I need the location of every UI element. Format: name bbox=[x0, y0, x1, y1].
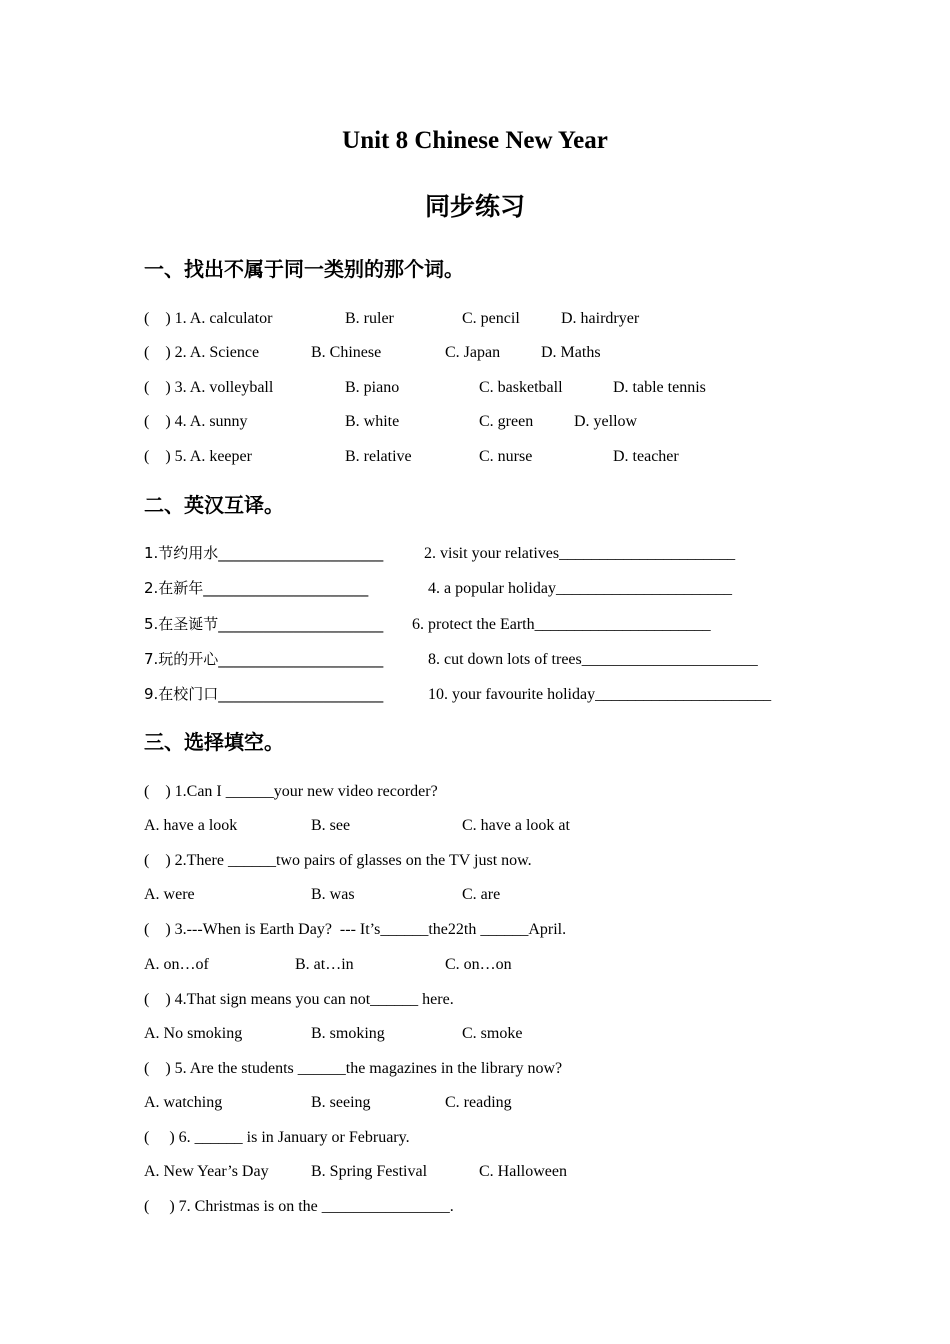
s1-q4-d: D. yellow bbox=[574, 413, 638, 430]
s2-row3-right: 6. protect the Earth______________________ bbox=[412, 616, 711, 633]
s1-q4-b: B. white bbox=[345, 413, 400, 430]
s1-q1-d: D. hairdryer bbox=[561, 310, 640, 327]
s3-q3-c: C. on…on bbox=[445, 956, 512, 973]
s1-q1-b: B. ruler bbox=[345, 310, 394, 327]
s1-q5-c: C. nurse bbox=[479, 448, 533, 465]
section2-heading: 二、英汉互译。 bbox=[144, 493, 284, 517]
s3-q4-b: B. smoking bbox=[311, 1025, 385, 1042]
s1-q1-c: C. pencil bbox=[462, 310, 520, 327]
s3-q1-c: C. have a look at bbox=[462, 817, 570, 834]
s3-q6-c: C. Halloween bbox=[479, 1163, 567, 1180]
s3-q1-b: B. see bbox=[311, 817, 351, 834]
s3-q3-a: A. on…of bbox=[144, 956, 209, 973]
s1-q2-b: B. Chinese bbox=[311, 344, 382, 361]
s2-row5-right: 10. your favourite holiday______________________ bbox=[428, 686, 772, 703]
section1-heading: 一、找出不属于同一类别的那个词。 bbox=[144, 257, 464, 281]
page-title: Unit 8 Chinese New Year bbox=[342, 127, 608, 154]
s1-q3-c: C. basketball bbox=[479, 379, 563, 396]
s3-q2: ( ) 2.There ______two pairs of glasses on the TV just now. bbox=[144, 852, 532, 869]
s2-row4-left: 7.玩的开心______________________ bbox=[144, 650, 384, 668]
s3-q2-b: B. was bbox=[311, 886, 355, 903]
s1-q3-b: B. piano bbox=[345, 379, 400, 396]
s1-q5-a: ( ) 5. A. keeper bbox=[144, 448, 252, 465]
s1-q2-d: D. Maths bbox=[541, 344, 601, 361]
s2-row1-right: 2. visit your relatives______________________ bbox=[424, 545, 736, 562]
s2-row2-left: 2.在新年______________________ bbox=[144, 579, 369, 597]
s2-row2-right: 4. a popular holiday______________________ bbox=[428, 580, 732, 597]
s3-q2-c: C. are bbox=[462, 886, 501, 903]
s3-q5: ( ) 5. Are the students ______the magazines in the library now? bbox=[144, 1060, 563, 1077]
s3-q7: ( ) 7. Christmas is on the ________________. bbox=[144, 1198, 454, 1215]
s3-q6: ( ) 6. ______ is in January or February. bbox=[144, 1129, 410, 1146]
s1-q4-c: C. green bbox=[479, 413, 534, 430]
s3-q4: ( ) 4.That sign means you can not______ here. bbox=[144, 991, 454, 1008]
s3-q2-a: A. were bbox=[144, 886, 195, 903]
page-subtitle: 同步练习 bbox=[424, 192, 525, 221]
s1-q2-a: ( ) 2. A. Science bbox=[144, 344, 260, 361]
s2-row1-left: 1.节约用水______________________ bbox=[144, 544, 384, 562]
section3-heading: 三、选择填空。 bbox=[144, 730, 284, 754]
s3-q5-a: A. watching bbox=[144, 1094, 223, 1111]
s1-q5-b: B. relative bbox=[345, 448, 412, 465]
s2-row4-right: 8. cut down lots of trees______________________ bbox=[428, 651, 758, 668]
s3-q4-a: A. No smoking bbox=[144, 1025, 243, 1042]
s1-q1-a: ( ) 1. A. calculator bbox=[144, 310, 273, 327]
s3-q1: ( ) 1.Can I ______your new video recorder? bbox=[144, 783, 438, 800]
s3-q5-b: B. seeing bbox=[311, 1094, 371, 1111]
s1-q3-a: ( ) 3. A. volleyball bbox=[144, 379, 274, 396]
s1-q3-d: D. table tennis bbox=[613, 379, 706, 396]
s2-row5-left: 9.在校门口______________________ bbox=[144, 685, 384, 703]
s3-q6-a: A. New Year’s Day bbox=[144, 1163, 269, 1180]
s3-q4-c: C. smoke bbox=[462, 1025, 523, 1042]
s3-q1-a: A. have a look bbox=[144, 817, 238, 834]
s3-q3-b: B. at…in bbox=[295, 956, 354, 973]
s3-q3: ( ) 3.---When is Earth Day? --- It’s______the22th ______April. bbox=[144, 921, 567, 938]
s1-q4-a: ( ) 4. A. sunny bbox=[144, 413, 248, 430]
s3-q5-c: C. reading bbox=[445, 1094, 512, 1111]
s3-q6-b: B. Spring Festival bbox=[311, 1163, 428, 1180]
s1-q5-d: D. teacher bbox=[613, 448, 679, 465]
s1-q2-c: C. Japan bbox=[445, 344, 501, 361]
s2-row3-left: 5.在圣诞节______________________ bbox=[144, 615, 384, 633]
